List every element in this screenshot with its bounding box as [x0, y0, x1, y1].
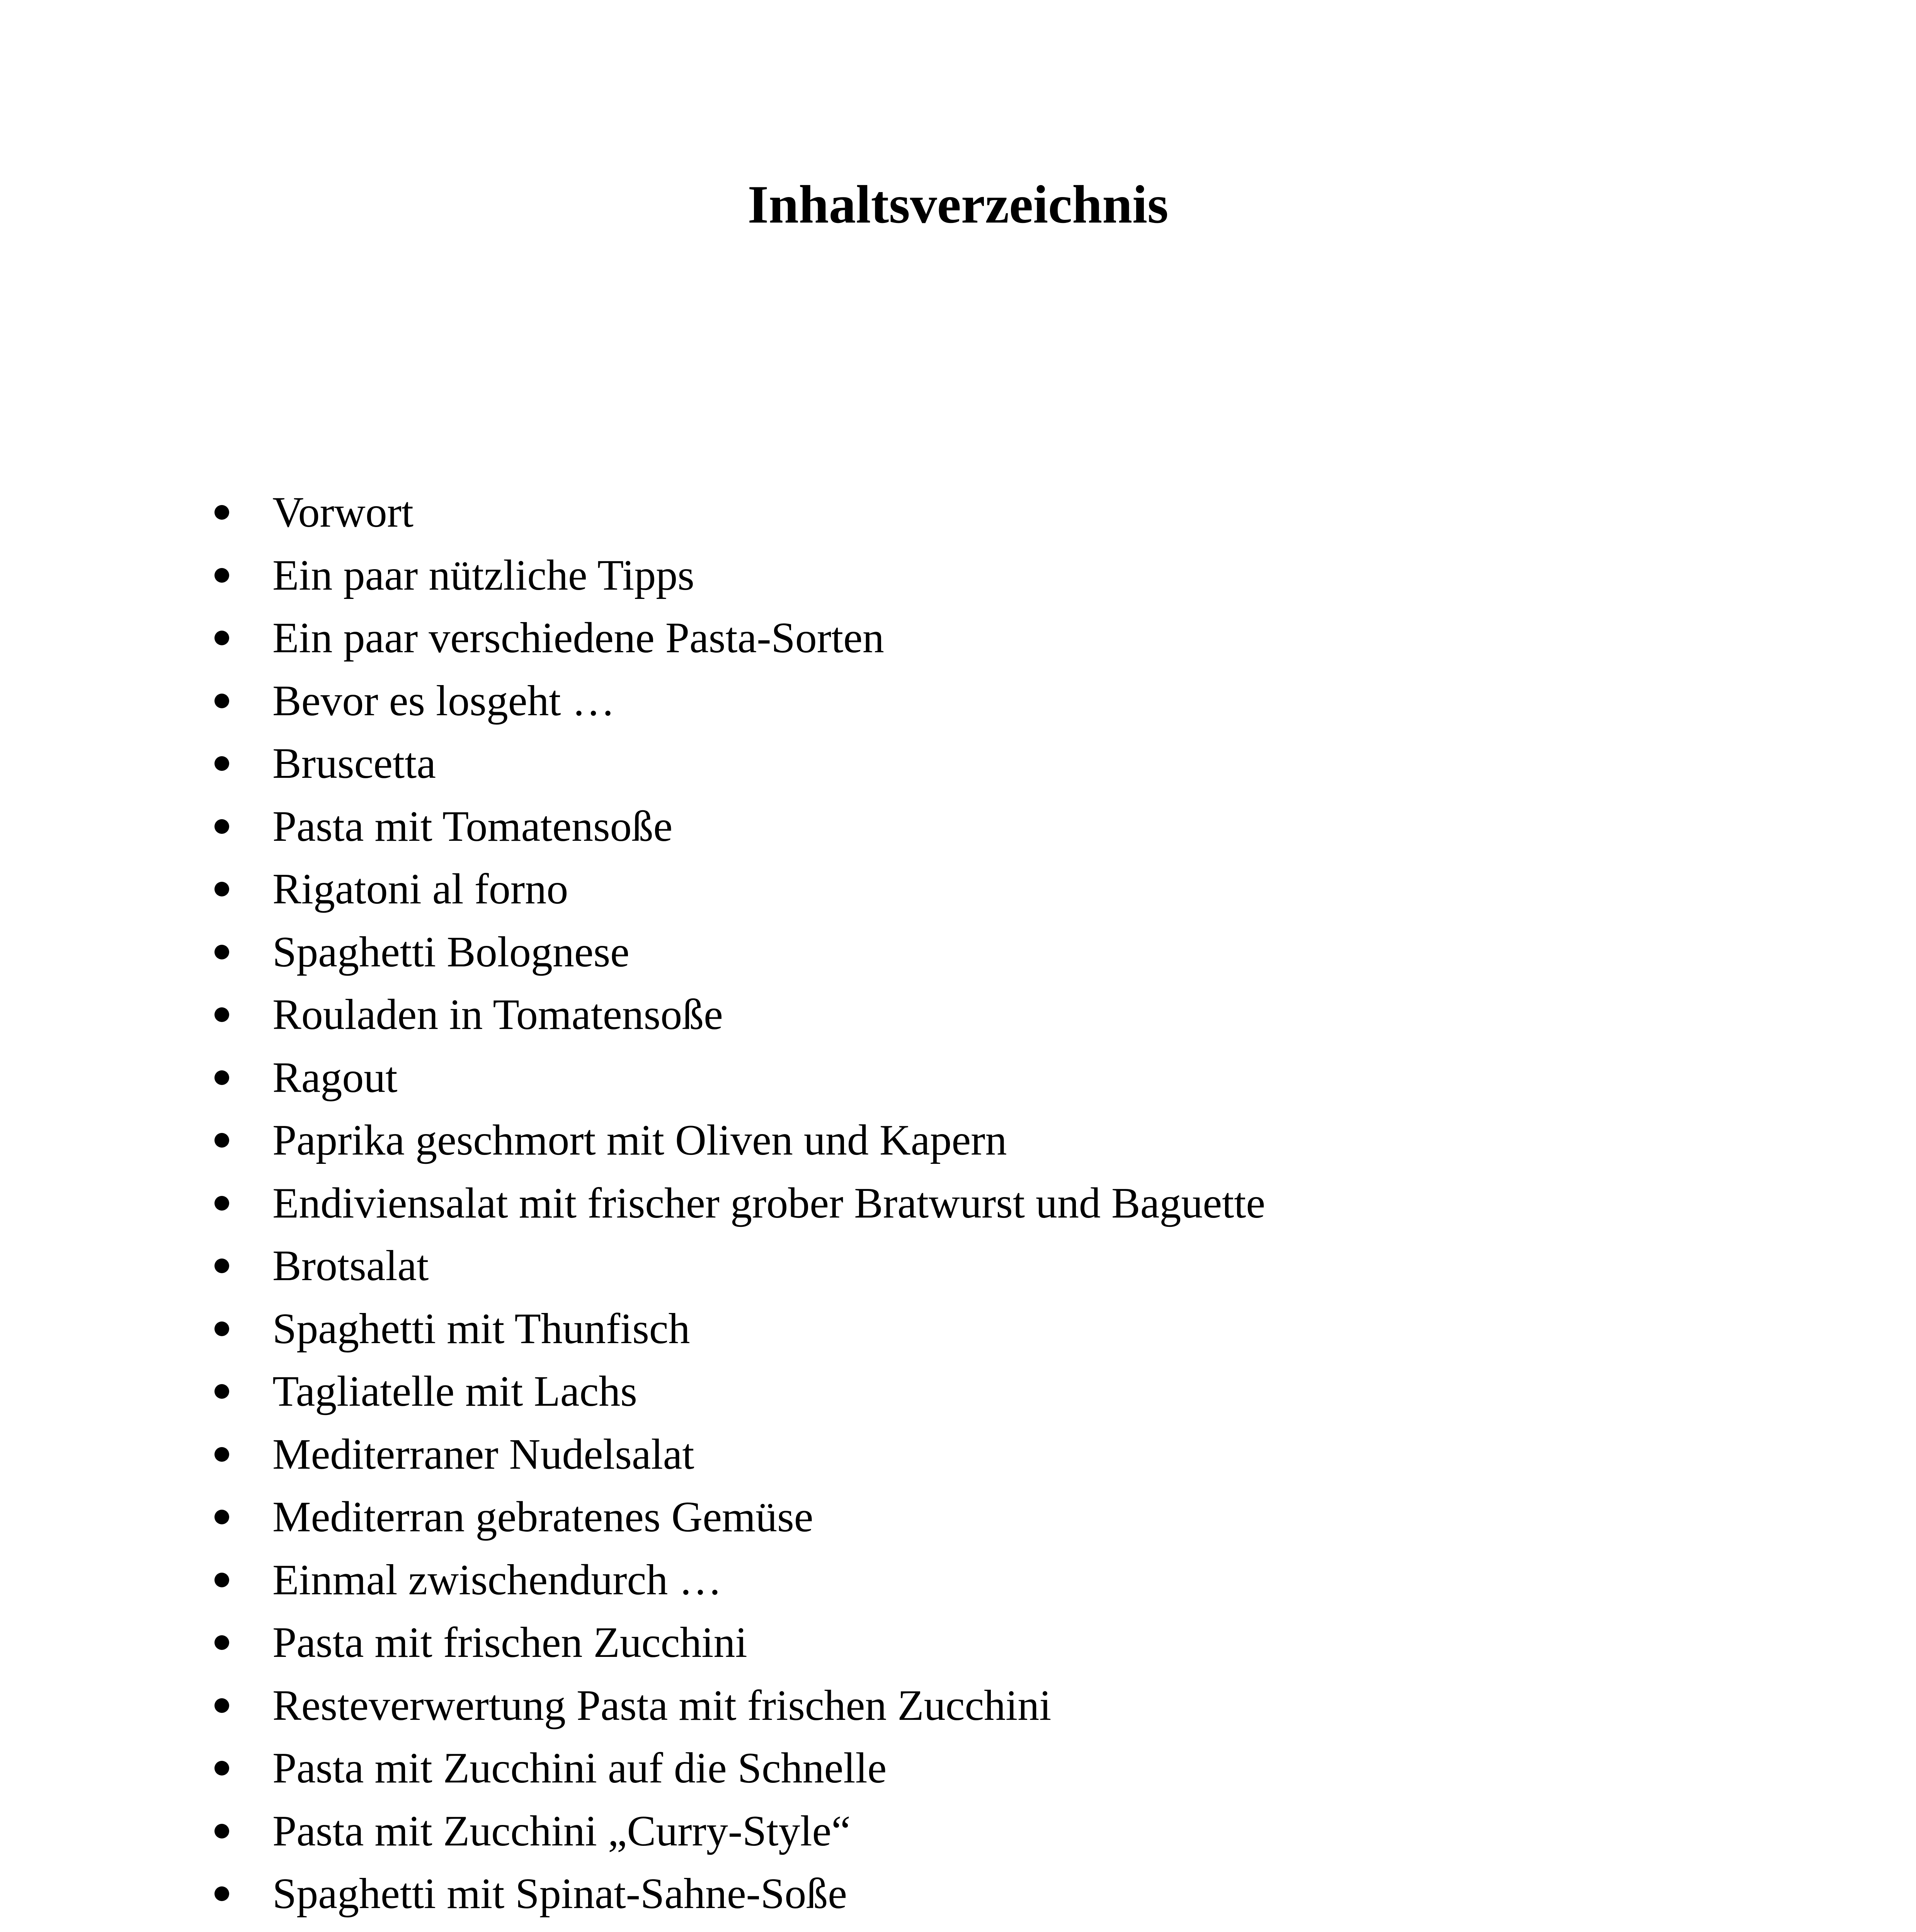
list-item-label: Paprika geschmort mit Oliven und Kapern	[272, 1116, 1007, 1164]
list-item-label: Endiviensalat mit frischer grober Bratwurst und Baguette	[272, 1179, 1266, 1227]
bullet-dot-icon	[214, 819, 229, 834]
list-item-label: Pasta mit Zucchini auf die Schnelle	[272, 1744, 887, 1792]
bullet-dot-icon	[214, 1761, 229, 1776]
bullet-dot-icon	[214, 1070, 229, 1085]
list-item-label: Ein paar nützliche Tipps	[272, 551, 694, 599]
bullet-dot-icon	[214, 1007, 229, 1022]
bullet-dot-icon	[214, 1133, 229, 1148]
bullet-dot-icon	[214, 1635, 229, 1650]
bullet-dot-icon	[214, 756, 229, 771]
bullet-dot-icon	[214, 1698, 229, 1713]
bullet-dot-icon	[214, 1321, 229, 1336]
list-item-label: Spaghetti mit Thunfisch	[272, 1304, 690, 1353]
bullet-dot-icon	[214, 1886, 229, 1901]
list-item-label: Brotsalat	[272, 1242, 429, 1290]
list-item-label: Resteverwertung Pasta mit frischen Zucchini	[272, 1681, 1052, 1730]
bullet-dot-icon	[214, 1447, 229, 1462]
bullet-dot-icon	[214, 1573, 229, 1587]
list-item-label	[272, 1925, 899, 1932]
page-title: Inhaltsverzeichnis	[747, 175, 1169, 235]
list-item-label: Rouladen in Tomatensoße	[272, 991, 723, 1039]
list-item-label: Spaghetti Bolognese	[272, 928, 630, 976]
list-item-label: Einmal zwischendurch …	[272, 1556, 722, 1604]
list-item-label: Spaghetti mit Spinat-Sahne-Soße	[272, 1870, 847, 1918]
list-item-label: Bevor es losgeht …	[272, 677, 615, 725]
list-item-label: Bruscetta	[272, 740, 436, 787]
bullet-dot-icon	[214, 945, 229, 959]
bullet-dot-icon	[214, 694, 229, 708]
bullet-dot-icon	[214, 568, 229, 583]
list-item-label: Vorwort	[272, 488, 414, 536]
list-item-label: Ein paar verschiedene Pasta-Sorten	[272, 614, 884, 662]
list-item-label: Tagliatelle mit Lachs	[272, 1367, 637, 1415]
bullet-dot-icon	[214, 1384, 229, 1399]
bullet-dot-icon	[214, 1510, 229, 1524]
list-item-label: Pasta mit Zucchini „Curry-Style“	[272, 1807, 851, 1855]
bullet-dot-icon	[214, 1259, 229, 1273]
bullet-dot-icon	[214, 505, 229, 520]
bullet-dot-icon	[214, 1824, 229, 1838]
bullet-dot-icon	[214, 882, 229, 896]
bullet-dot-icon	[214, 631, 229, 645]
list-item-label: Pasta mit frischen Zucchini	[272, 1619, 747, 1667]
list-item-label: Ragout	[272, 1053, 398, 1102]
list-item-label: Mediterran gebratenes Gemüse	[272, 1493, 813, 1541]
list-item-label: Mediterraner Nudelsalat	[272, 1430, 694, 1478]
list-item-label: Pasta mit Tomatensoße	[272, 802, 673, 850]
bullet-dot-icon	[214, 1196, 229, 1211]
list-item-label: Rigatoni al forno	[272, 865, 568, 913]
